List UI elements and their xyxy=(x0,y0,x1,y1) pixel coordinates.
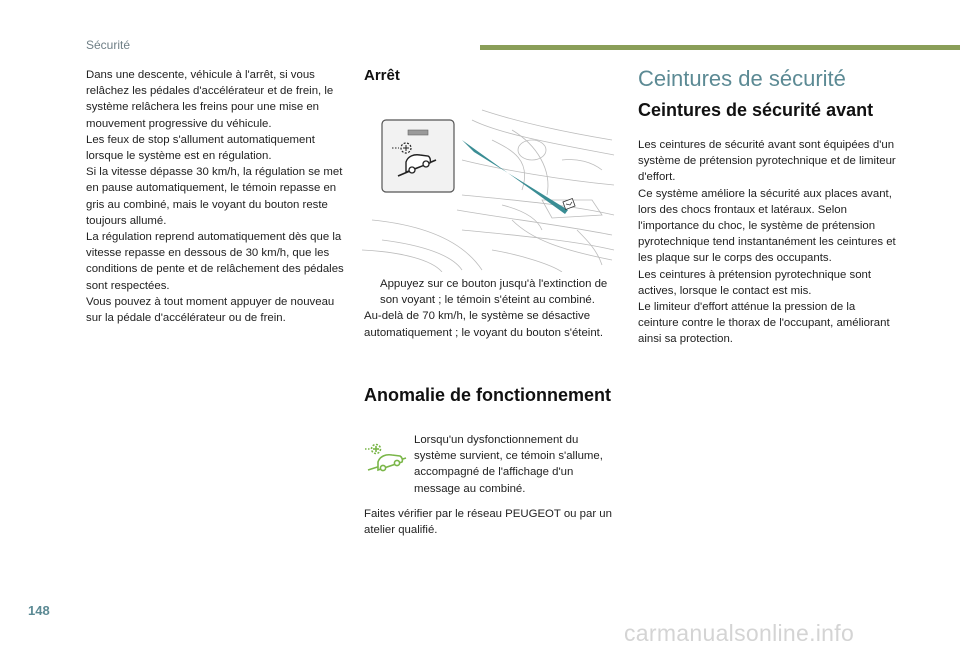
console-illustration-svg xyxy=(362,100,616,272)
hill-descent-control-icon xyxy=(382,120,454,192)
arret-text xyxy=(364,276,620,341)
paragraph: Le limiteur d'effort atténue la pression de la ceinture contre le thorax de l'occupant, améliorant ainsi sa protection. xyxy=(638,301,890,346)
watermark: carmanualsonline.info xyxy=(624,620,855,646)
hill-descent-warning-icon xyxy=(364,440,410,474)
paragraph: La régulation reprend automatiquement dès que la vitesse repasse en dessous de 30 km/h, que les conditions de pente et de relâchement des pédales sont respectées. xyxy=(86,231,344,292)
heading-arret: Arrêt xyxy=(364,67,400,84)
page-number: 148 xyxy=(28,603,50,618)
anomalie-followup-paragraph: Faites vérifier par le réseau PEUGEOT ou par un atelier qualifié. xyxy=(364,508,612,537)
paragraph: Vous pouvez à tout moment appuyer de nouveau sur la pédale d'accélérateur ou de frein. xyxy=(86,295,335,325)
anomalie-followup xyxy=(364,506,620,538)
anomalie-text xyxy=(414,432,619,497)
arret-bullet xyxy=(364,276,620,308)
console-illustration xyxy=(362,100,616,272)
paragraph: Si la vitesse dépasse 30 km/h, la régulation se met en pause automatiquement, le témoin repasse en gris au combiné, mais le voyant du bouton reste toujours allumé. xyxy=(86,166,343,227)
anomalie-paragraph: Lorsqu'un dysfonctionnement du système survient, ce témoin s'allume, accompagné de l'affichage d'un message au combiné. xyxy=(414,434,603,495)
heading-anomalie: Anomalie de fonctionnement xyxy=(364,385,612,405)
paragraph: Dans une descente, véhicule à l'arrêt, si vous relâchez les pédales d'accélérateur et de frein, le système relâchera les freins pour une mise en mouvement progressive du véhicule. xyxy=(86,69,334,130)
subheading-ceintures-avant: Ceintures de sécurité avant xyxy=(638,100,874,120)
paragraph: Les feux de stop s'allument automatiquement lorsque le système est en régulation. xyxy=(86,133,315,163)
paragraph: Les ceintures de sécurité avant sont équipées d'un système de prétension pyrotechnique et de limiteur d'effort. xyxy=(638,139,896,184)
section-title: Sécurité xyxy=(86,38,131,52)
arret-bullet-text: Appuyez sur ce bouton jusqu'à l'extinction de son voyant ; le témoin s'éteint au combiné. xyxy=(380,278,608,307)
column-3 xyxy=(638,137,896,348)
paragraph: Les ceintures à prétension pyrotechnique sont actives, lorsque le contact est mis. xyxy=(638,268,872,297)
header-accent-bar xyxy=(480,45,960,50)
paragraph: Ce système améliore la sécurité aux places avant, lors des chocs frontaux et latéraux. Selon l'importance du choc, le système de prétension pyrotechnique tend instantanément les ceintures et les plaque sur le corps des occupants. xyxy=(638,187,896,265)
column-1 xyxy=(86,67,348,326)
arret-note: Au-delà de 70 km/h, le système se désactive automatiquement ; le voyant du bouton s'éteint. xyxy=(364,310,604,339)
heading-ceintures: Ceintures de sécurité xyxy=(638,66,846,91)
